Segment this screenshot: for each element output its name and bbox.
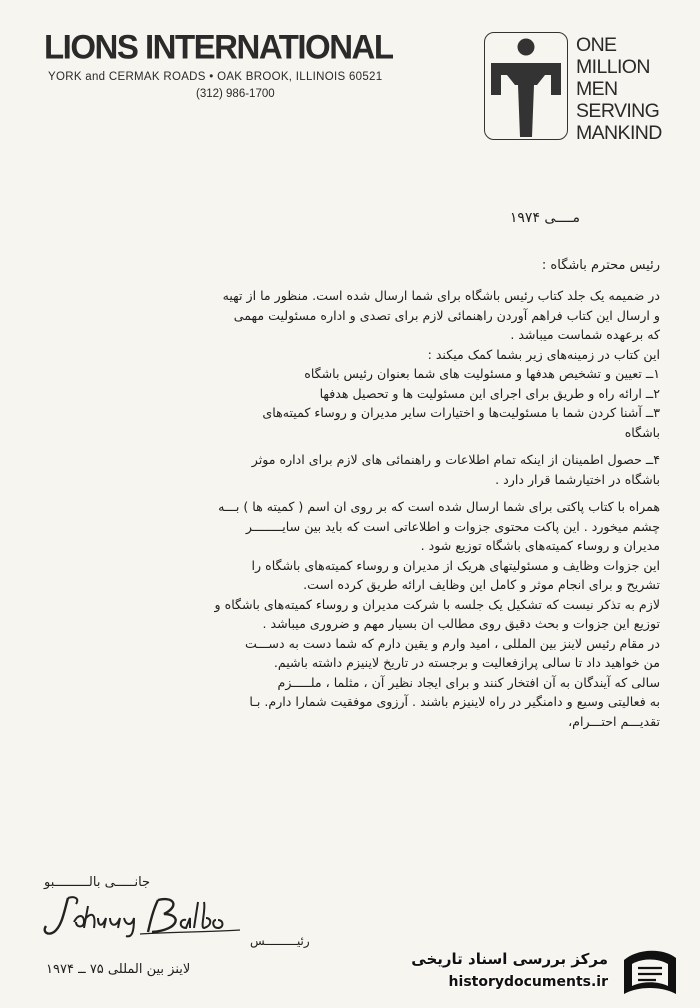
lions-serving-figure-logo — [484, 32, 568, 140]
list-item: ۱ــ تعیین و تشخیص هدفها و مسئولیت های شما بعنوان رئیس باشگاه — [304, 366, 660, 381]
list-item-cont: باشگاه — [624, 424, 660, 440]
list-item: ۴ــ حصول اطمینان از اینکه تمام اطلاعات و راهنمائی های لازم برای اداره موثر — [251, 452, 660, 467]
body-line: من خواهید داد تا سالی پرازفعالیت و برجسته در تاریخ لاینیزم داشته باشیم. — [273, 655, 660, 670]
signer-name: جانـــــی بالـــــــــبو — [44, 875, 151, 890]
salutation: رئیس محترم باشگاه : — [541, 258, 660, 273]
letter-date: مــــی ۱۹۷۴ — [509, 210, 580, 226]
slogan-line: MILLION — [576, 56, 650, 78]
body-line: به فعالیتی وسیع و دامنگیر در راه لاینیزم باشند . آرزوی موفقیت شمارا دارم. بـا — [249, 694, 660, 709]
signer-title: رئیـــــــــس — [250, 934, 310, 948]
handwritten-signature — [40, 892, 270, 940]
watermark-url: historydocuments.ir — [448, 974, 608, 990]
body-line: توزیع این جزوات و بحث دقیق روی مطالب ان بسیار مهم و ضروری میباشد . — [262, 616, 660, 631]
body-line: چشم میخورد . این پاکت محتوی جزوات و اطلاعاتی است که باید بین سایــــــــر — [245, 518, 660, 534]
closing-line: تقدیـــم احتـــرام، — [568, 713, 660, 729]
org-name: LIONS INTERNATIONAL — [44, 27, 393, 66]
body-line: تشریح و برای انجام موثر و کامل این وظایف ارائه طریق کرده است. — [303, 577, 660, 592]
letter-body — [18, 286, 660, 731]
org-phone: (312) 986-1700 — [196, 88, 275, 100]
body-line: در مقام رئیس لاینز بین المللی ، امید وارم و یقین دارم که شما دست به دســـت — [244, 635, 660, 651]
body-line: این جزوات وظایف و مسئولیتهای هریک از مدیران و روساء کمیته‌های باشگاه را — [251, 557, 660, 573]
list-item: ۳ــ آشنا کردن شما با مسئولیت‌ها و اختیارات سایر مدیران و روساء کمیته‌های — [262, 405, 660, 420]
slogan-line: ONE — [576, 34, 617, 56]
watermark — [394, 942, 684, 1000]
slogan-line: MEN — [576, 78, 618, 100]
body-line: مدیران و روساء کمیته‌های باشگاه توزیع شود . — [420, 538, 660, 553]
signer-org-year: لاینز بین المللی ۷۵ ــ ۱۹۷۴ — [46, 962, 191, 977]
body-line: در ضمیمه یک جلد کتاب رئیس باشگاه برای شما ارسال شده است. منظور ما از تهیه — [222, 288, 660, 303]
body-line: و ارسال این کتاب فراهم آوردن راهنمائی لازم برای تصدی و اداره مسئولیت مهمی — [233, 307, 660, 323]
body-line: همراه با کتاب پاکتی برای شما ارسال شده است که بر روی ان اسم ( کمیته ها ) بـــه — [218, 499, 660, 514]
list-item-cont: باشگاه در اختیارشما قرار دارد . — [495, 471, 660, 487]
list-intro: این کتاب در زمینه‌های زیر بشما کمک میکند : — [427, 346, 660, 362]
body-line: که برعهده شماست میباشد . — [510, 327, 660, 342]
slogan-line: MANKIND — [576, 122, 662, 144]
org-address: YORK and CERMAK ROADS • OAK BROOK, ILLINOIS 60521 — [48, 71, 383, 83]
watermark-title: مرکز بررسی اسناد تاریخی — [411, 950, 608, 968]
document-archive-icon — [618, 944, 680, 998]
body-line: سالی که آیندگان به آن افتخار کنند و برای ایجاد نظیر آن ، مثلما ، ملـــــزم — [277, 674, 660, 690]
body-line: لازم به تذکر نیست که تشکیل یک جلسه با شرکت مدیران و روساء کمیته‌های باشگاه و — [214, 596, 660, 612]
list-item: ۲ــ ارائه راه و طریق برای اجرای این مسئولیت ها و تحصیل هدفها — [319, 385, 660, 401]
slogan-line: SERVING — [576, 100, 660, 122]
slogan — [576, 34, 662, 144]
